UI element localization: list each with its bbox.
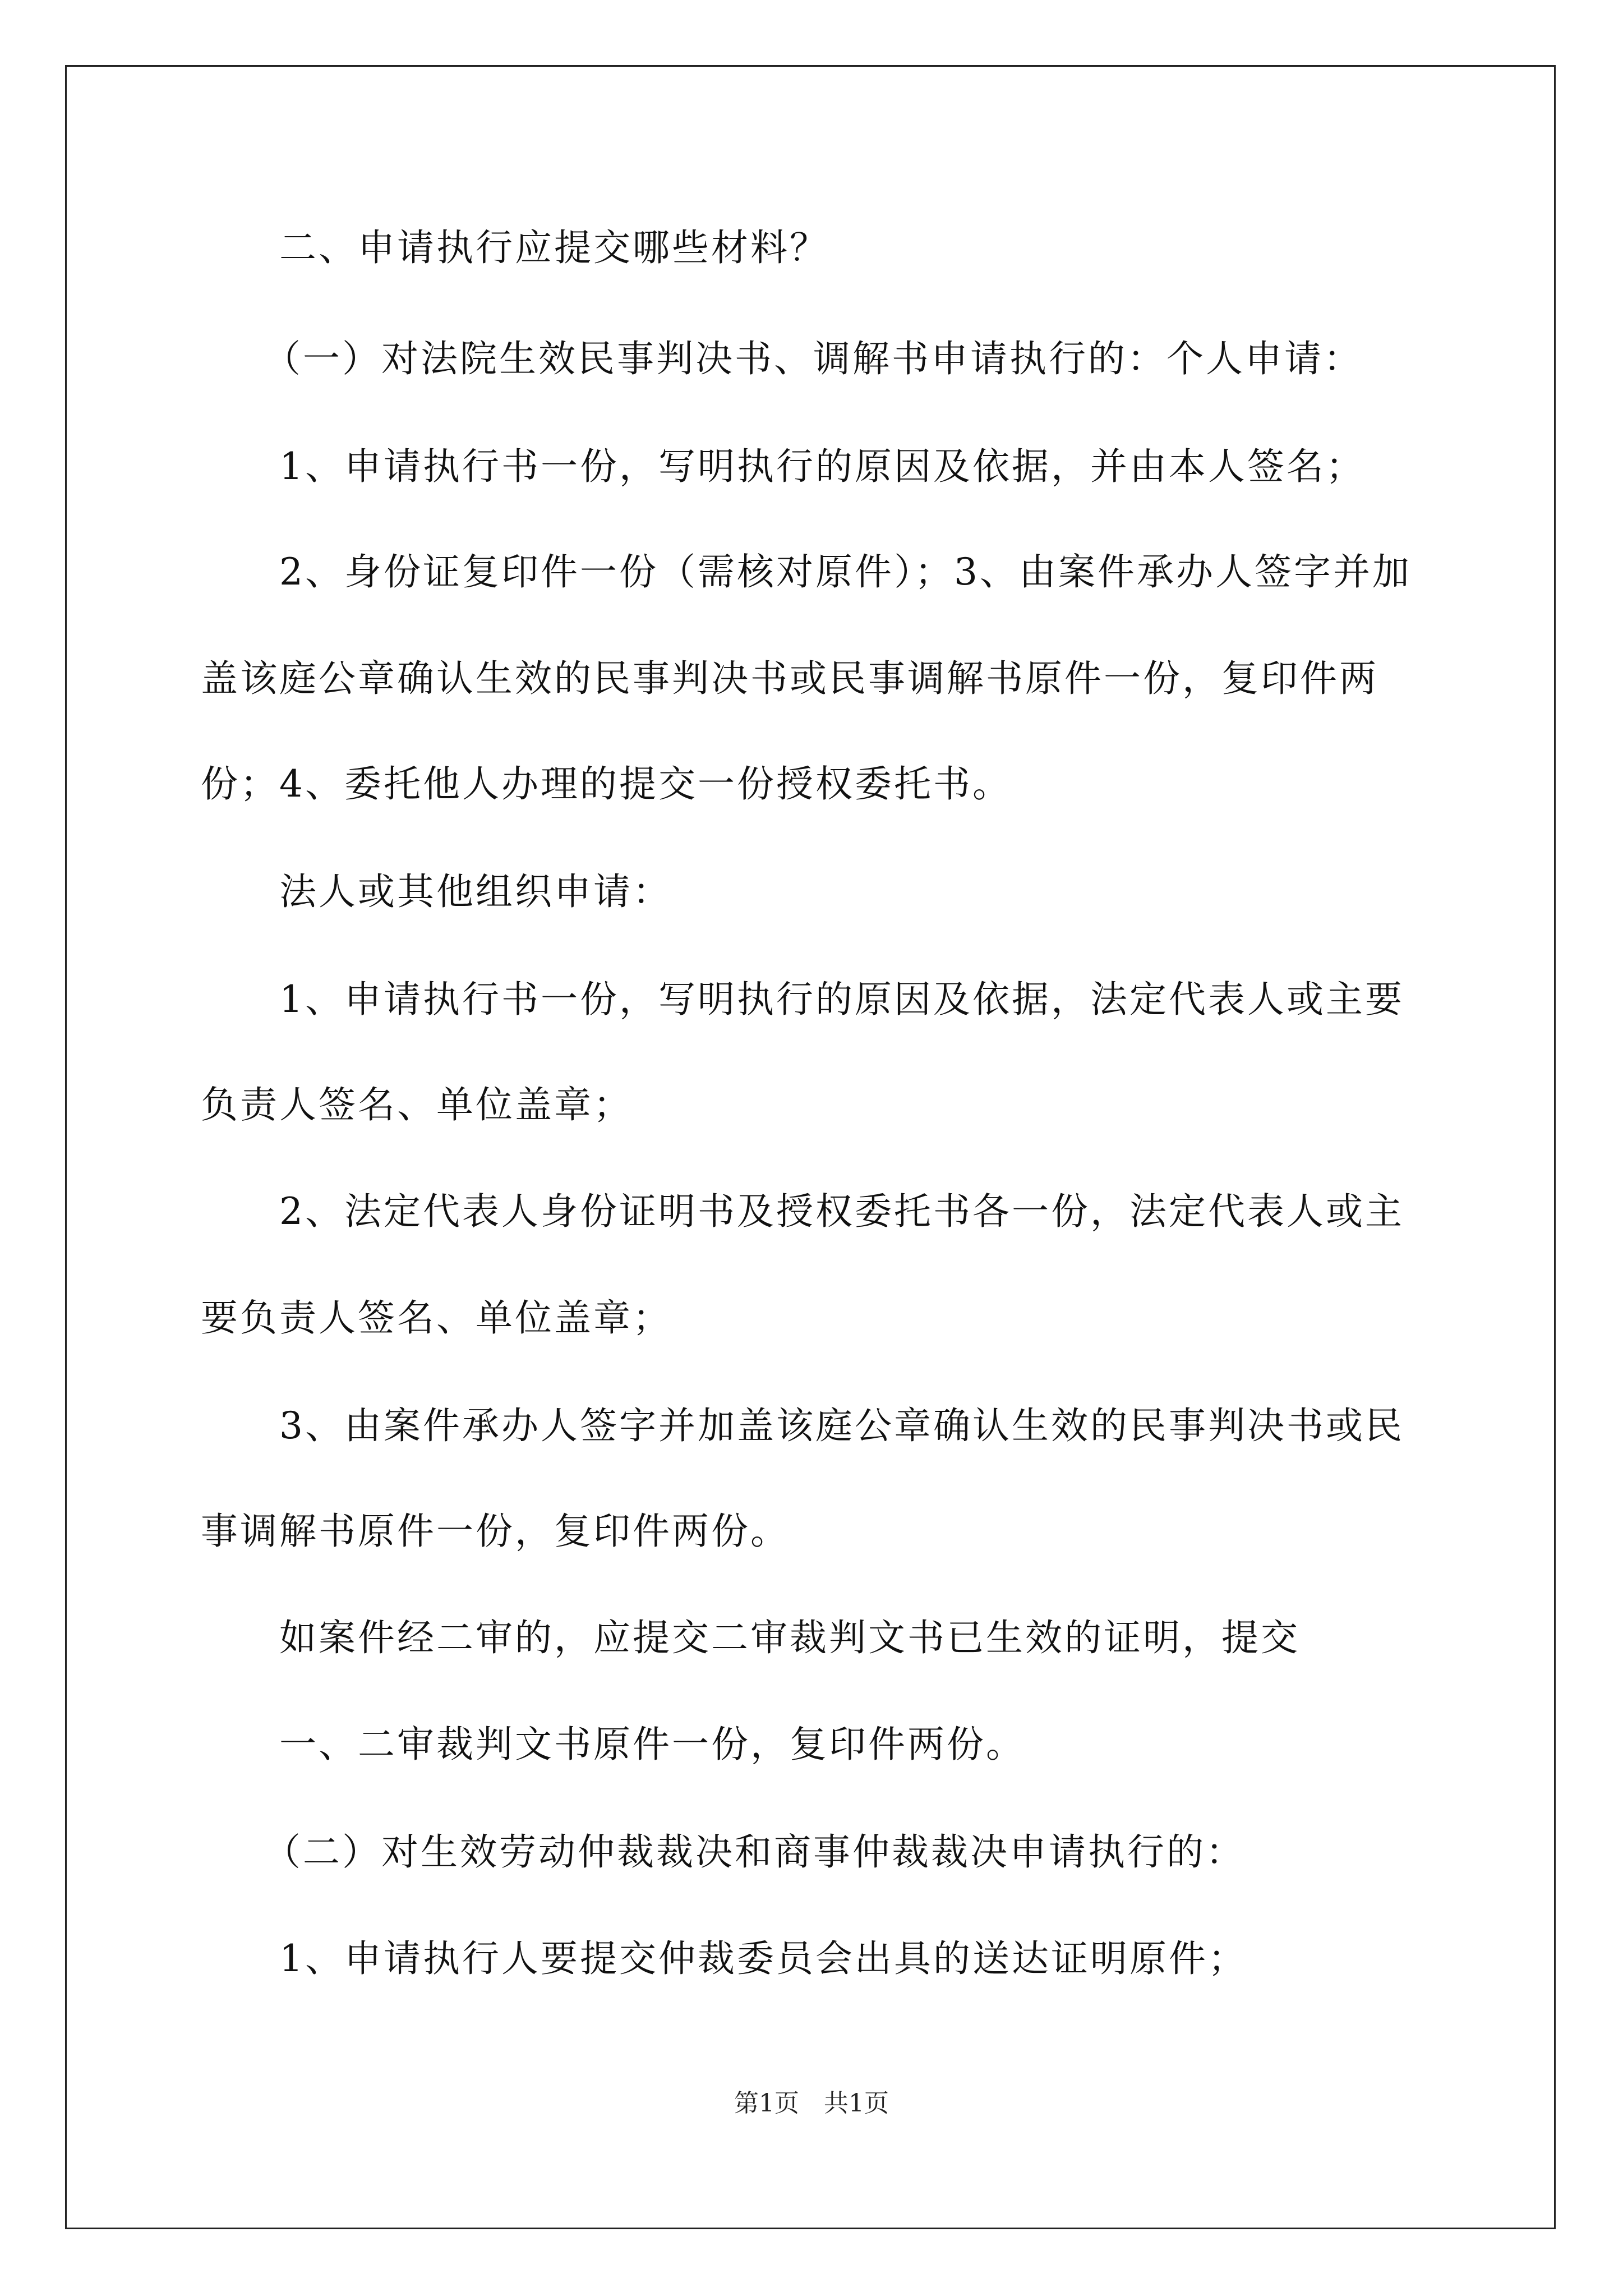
paragraph-line: 如案件经二审的，应提交二审裁判文书已生效的证明，提交: [279, 1616, 1300, 1659]
page-footer: 第1页 共1页: [734, 2089, 889, 2118]
subsection-heading-2: （二）对生效劳动仲裁裁决和商事仲裁裁决申请执行的：: [264, 1830, 1245, 1874]
paragraph-line: 3、由案件承办人签字并加盖该庭公章确认生效的民事判决书或民: [279, 1404, 1404, 1447]
paragraph-line: 2、身份证复印件一份（需核对原件）；3、由案件承办人签字并加: [279, 550, 1412, 593]
paragraph-line: 一、二审裁判文书原件一份，复印件两份。: [279, 1723, 1025, 1766]
paragraph-line: 1、申请执行人要提交仲裁委员会出具的送达证明原件；: [279, 1937, 1247, 1980]
paragraph-line: 2、法定代表人身份证明书及授权委托书各一份，法定代表人或主: [279, 1190, 1404, 1233]
paragraph-line: 事调解书原件一份，复印件两份。: [201, 1510, 790, 1553]
paragraph-line: 要负责人签名、单位盖章；: [201, 1296, 672, 1340]
paragraph-line: 法人或其他组织申请：: [279, 870, 672, 913]
paragraph-line: 盖该庭公章确认生效的民事判决书或民事调解书原件一份，复印件两: [201, 657, 1378, 700]
paragraph-line: 1、申请执行书一份，写明执行的原因及依据，法定代表人或主要: [279, 978, 1404, 1021]
page-border: [65, 65, 1556, 2229]
paragraph-line: 1、申请执行书一份，写明执行的原因及依据，并由本人签名；: [279, 445, 1365, 488]
subsection-heading-1: （一）对法院生效民事判决书、调解书申请执行的：个人申请：: [264, 337, 1363, 380]
section-heading: 二、申请执行应提交哪些材料？: [279, 226, 829, 269]
paragraph-line: 份；4、委托他人办理的提交一份授权委托书。: [201, 762, 1012, 806]
paragraph-line: 负责人签名、单位盖章；: [201, 1083, 633, 1126]
